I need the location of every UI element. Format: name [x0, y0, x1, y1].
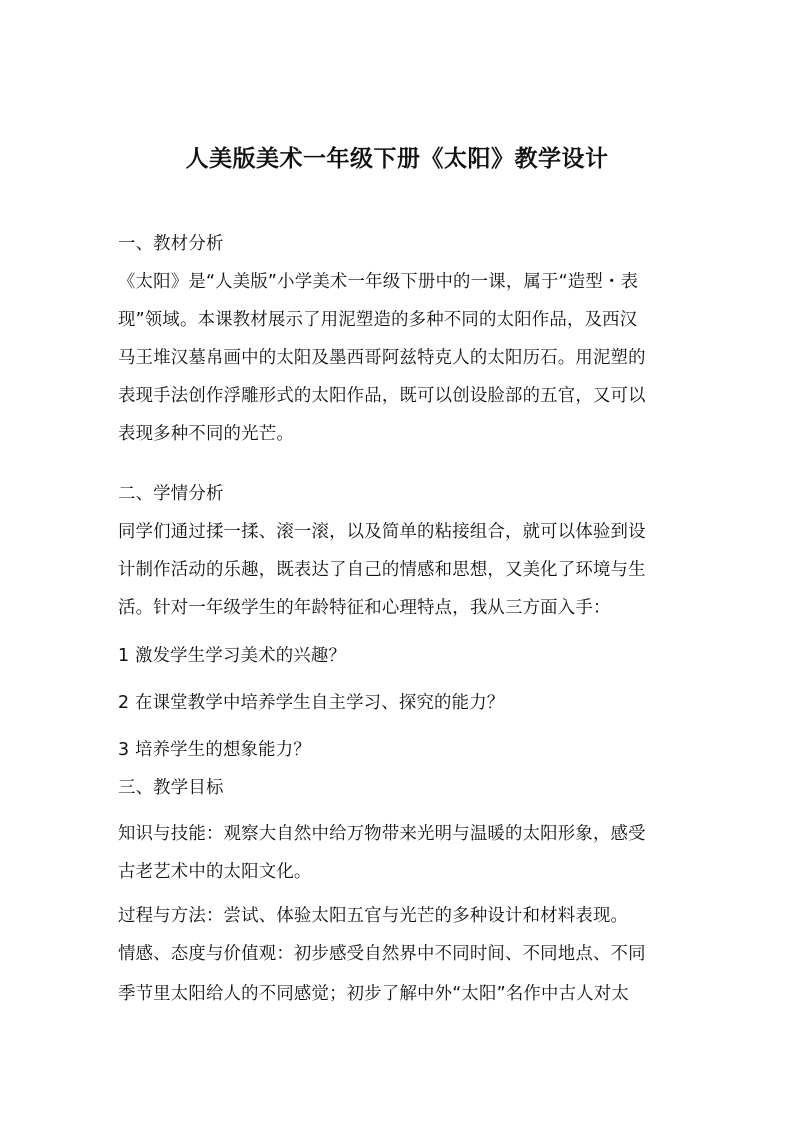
paragraph-line: 表现多种不同的光芒。: [118, 424, 294, 444]
paragraph-line: 情感、态度与价值观：初步感受自然界中不同时间、不同地点、不同: [118, 944, 646, 964]
section-heading-teaching-goals: 三、教学目标: [118, 778, 224, 798]
paragraph-line: 过程与方法：尝试、体验太阳五官与光芒的多种设计和材料表现。: [118, 906, 629, 926]
list-item: 1 激发学生学习美术的兴趣？: [118, 646, 347, 666]
section-heading-textbook-analysis: 一、教材分析: [118, 234, 224, 254]
list-item: 3 培养学生的想象能力？: [118, 740, 311, 760]
paragraph-line: 季节里太阳给人的不同感觉；初步了解中外“太阳”名作中古人对太: [118, 984, 629, 1004]
paragraph-line: 古老艺术中的太阳文化。: [118, 862, 312, 882]
list-item: 2 在课堂教学中培养学生自主学习、探究的能力？: [118, 693, 505, 713]
section-heading-student-analysis: 二、学情分析: [118, 484, 224, 504]
paragraph-line: 表现手法创作浮雕形式的太阳作品，既可以创设脸部的五官，又可以: [118, 386, 646, 406]
document-title: 人美版美术一年级下册《太阳》教学设计: [185, 146, 609, 172]
paragraph-line: 《太阳》是“人美版”小学美术一年级下册中的一课，属于“造型・表: [118, 272, 639, 292]
paragraph-line: 现”领域。本课教材展示了用泥塑造的多种不同的太阳作品，及西汉: [118, 310, 638, 330]
paragraph-line: 计制作活动的乐趣，既表达了自己的情感和思想，又美化了环境与生: [118, 560, 646, 580]
paragraph-line: 活。针对一年级学生的年龄特征和心理特点，我从三方面入手：: [118, 598, 611, 618]
paragraph-line: 知识与技能：观察大自然中给万物带来光明与温暖的太阳形象，感受: [118, 824, 646, 844]
paragraph-line: 马王堆汉墓帛画中的太阳及墨西哥阿兹特克人的太阳历石。用泥塑的: [118, 348, 646, 368]
paragraph-line: 同学们通过揉一揉、滚一滚，以及简单的粘接组合，就可以体验到设: [118, 522, 646, 542]
